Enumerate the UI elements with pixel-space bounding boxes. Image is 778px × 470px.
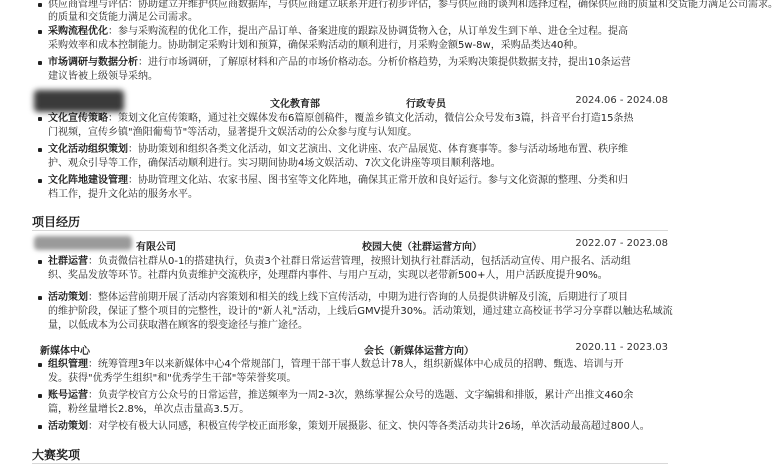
job-org: 文化教育部 bbox=[270, 99, 320, 110]
section-title-awards: 大赛奖项 bbox=[32, 448, 81, 462]
bullet-label: 文化阵地建设管理 bbox=[48, 175, 128, 186]
bullet-label: 文化宣传策略 bbox=[48, 113, 108, 124]
bullet-label: 账号运营 bbox=[48, 390, 88, 401]
bullet-text-line2: 护、观众引导等工作，确保活动顺利进行。实习期间协助4场文娱活动、7次文化讲座等项目顺利落地。 bbox=[48, 158, 501, 169]
bullet-text: ：统筹管理3年以来新媒体中心4个常规部门，管理干部干事人数总计78人，组织新媒体中心成员的招聘、甄选、培训与开 bbox=[88, 359, 624, 370]
project-org: 新媒体中心 bbox=[40, 346, 90, 357]
bullet-event-planning bbox=[48, 291, 670, 304]
supplier-text-line2: 的质量和交货能力满足公司需求。 bbox=[48, 12, 198, 23]
bullet bbox=[38, 394, 42, 398]
bullet-activities bbox=[48, 420, 670, 433]
bullet-text: ：负责学校官方公众号的日常运营，推送频率为一周2-3次，熟练掌握公众号的选题、文字编辑和排版，累计产出推文460余 bbox=[88, 390, 634, 401]
bullet-culture-sites bbox=[48, 174, 670, 187]
bullet bbox=[38, 260, 42, 264]
bullet bbox=[38, 425, 42, 429]
bullet-org-mgmt bbox=[48, 358, 670, 371]
bullet-text-line3: 量，以低成本为公司获取潜在顾客的裂变途径与推广途径。 bbox=[48, 320, 308, 331]
supplier-text: 供应商管理与评估：协助建立并维护供应商数据库，与供应商建立联系并进行初步评估，参与供应商的谈判和选择过程，确保供应商的质量和交货能力满足公司需求。 bbox=[48, 0, 778, 10]
bullet-text: ：进行市场调研，了解原材料和产品的市场价格动态。分析价格趋势，为采购决策提供数据支持，提出10条运营 bbox=[138, 57, 631, 68]
bullet-text-line2: 篇，粉丝量增长2.8%，单次点击量高3.5万。 bbox=[48, 404, 250, 415]
job-role: 行政专员 bbox=[406, 99, 446, 110]
section-divider bbox=[32, 463, 668, 464]
bullet-label: 活动策划 bbox=[48, 421, 88, 432]
bullet-text: ：对学校有极大认同感，积极宣传学校正面形象，策划开展摄影、征文、快闪等各类活动共计26场，单次活动最高超过800人。 bbox=[88, 421, 650, 432]
bullet-market bbox=[48, 56, 670, 69]
bullet-text-line2: 发。获得"优秀学生组织"和"优秀学生干部"等荣誉奖项。 bbox=[48, 373, 297, 384]
bullet-account-ops bbox=[48, 389, 670, 402]
bullet-text: ：参与采购流程的优化工作，提出产品订单、备案进度的跟踪及协调货物入仓，从订单发生到下单、进仓全过程。提高 bbox=[108, 26, 628, 37]
project-period: 2020.11 - 2023.03 bbox=[575, 342, 668, 353]
bullet-label: 组织管理 bbox=[48, 359, 88, 370]
project-role: 会长（新媒体运营方向） bbox=[364, 346, 474, 357]
project-period: 2022.07 - 2023.08 bbox=[575, 238, 668, 249]
bullet-culture-promo bbox=[48, 112, 670, 125]
section-title-projects: 项目经历 bbox=[32, 215, 81, 229]
bullet-text: ：策划文化宣传策略，通过社交媒体发布6篇原创稿件，覆盖乡镇文化活动，微信公众号发布3篇，抖音平台打造15条热 bbox=[108, 113, 634, 124]
bullet-text-line2: 门视频，宣传乡镇"渔阳葡萄节"等活动，显著提升文娱活动的公众参与度与认知度。 bbox=[48, 127, 418, 138]
bullet-text-line2: 的维护阶段，保证了整个项目的完整性，设计的"新人礼"活动，上线后GMV提升30%。活动策划，通过建立高校证书学习分享群以触达私域流 bbox=[48, 306, 673, 317]
bullet bbox=[38, 30, 42, 34]
bullet-label: 活动策划 bbox=[48, 292, 88, 303]
bullet-culture-events bbox=[48, 143, 670, 156]
bullet bbox=[38, 179, 42, 183]
project-role: 校园大使（社群运营方向） bbox=[362, 242, 482, 253]
bullet-text: ：协助策划和组织各类文化活动，如文艺演出、文化讲座、农产品展览、体育赛事等。参与活动场地布置、秩序维 bbox=[128, 144, 628, 155]
bullet bbox=[38, 363, 42, 367]
section-divider bbox=[32, 230, 668, 231]
bullet-label: 社群运营 bbox=[48, 256, 88, 267]
bullet bbox=[38, 61, 42, 65]
bullet-label: 采购流程优化 bbox=[48, 26, 108, 37]
bullet-procurement bbox=[48, 25, 670, 38]
bullet-text: ：协助管理文化站、农家书屋、图书室等文化阵地，确保其正常开放和良好运行。参与文化资源的整理、分类和归 bbox=[128, 175, 628, 186]
bullet-text: ：整体运营前期开展了活动内容策划和相关的线上线下宣传活动，中期为进行咨询的人员提供讲解及引流，后期进行了项目 bbox=[88, 292, 628, 303]
bullet-text-line2: 建议皆被上级领导采纳。 bbox=[48, 71, 158, 82]
bullet-text-line2: 档工作，提升文化站的服务水平。 bbox=[48, 189, 198, 200]
bullet bbox=[38, 117, 42, 121]
bullet-text-line2: 织、奖品发放等环节。社群内负责维护交流秩序，处理群内事件、与用户互动，实现以老带新500+人，用户活跃度提升90%。 bbox=[48, 270, 608, 281]
bullet bbox=[38, 148, 42, 152]
bullet-text-line2: 采购效率和成本控制能力。协助制定采购计划和预算，确保采购活动的顺利进行，月采购金额5w-8w，采购品类达40种。 bbox=[48, 40, 584, 51]
project-org: 有限公司 bbox=[136, 242, 176, 253]
bullet-community bbox=[48, 255, 670, 268]
redacted-company bbox=[34, 236, 132, 250]
redacted-block bbox=[34, 90, 124, 112]
bullet-text: ：负责微信社群从0-1的搭建执行，负责3个社群日常运营管理，按照计划执行社群活动，包括活动宣传、用户报名、活动组 bbox=[88, 256, 631, 267]
bullet bbox=[38, 296, 42, 300]
job-period: 2024.06 - 2024.08 bbox=[575, 95, 668, 106]
bullet bbox=[38, 3, 42, 7]
bullet-label: 文化活动组织策划 bbox=[48, 144, 128, 155]
bullet-label: 市场调研与数据分析 bbox=[48, 57, 138, 68]
